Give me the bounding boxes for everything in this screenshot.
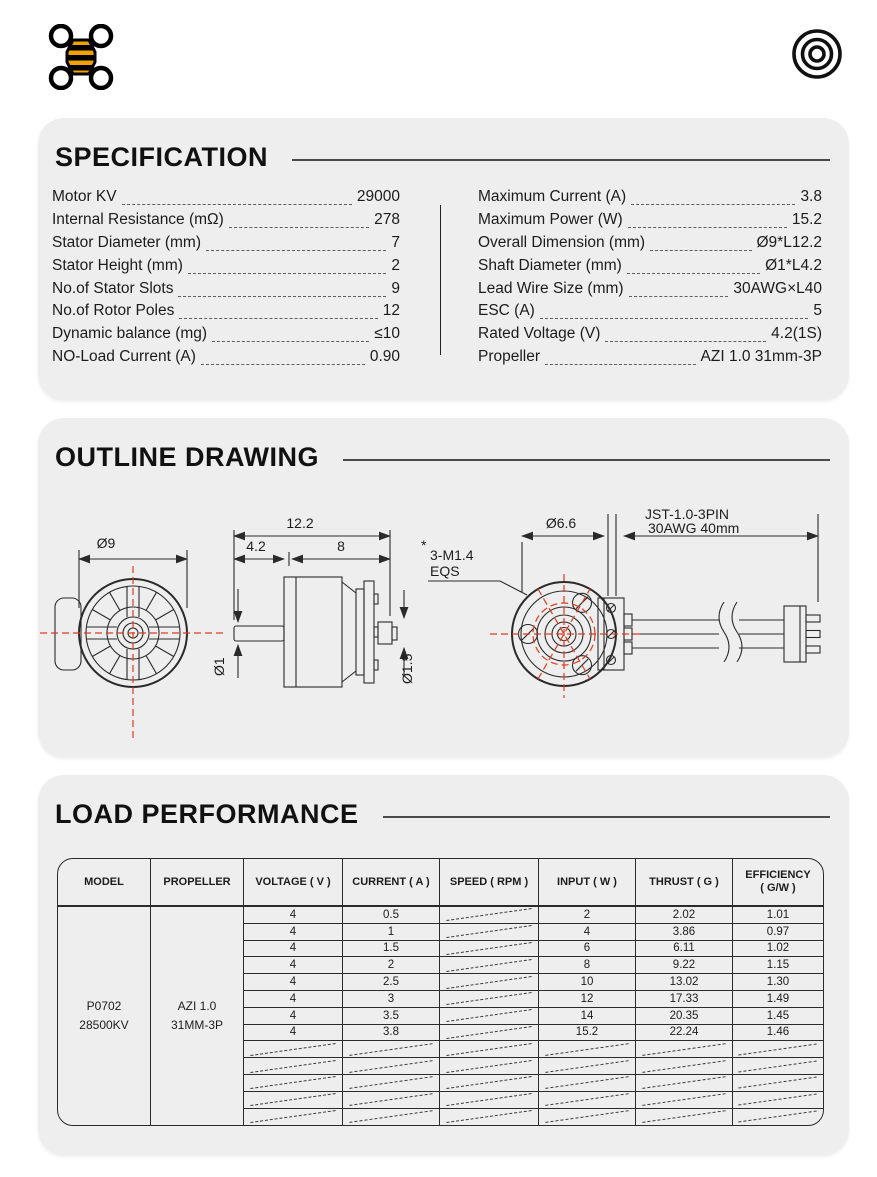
lp-cell-efficiency <box>733 1075 823 1092</box>
lp-model-cell <box>58 907 151 1125</box>
spec-label: NO-Load Current (A) <box>52 347 196 365</box>
spec-row-right-5 <box>478 300 822 323</box>
placeholder-dash <box>642 1093 726 1106</box>
lp-header-label: PROPELLER <box>163 875 231 888</box>
lp-cell-efficiency <box>733 1041 823 1058</box>
spec-value: AZI 1.0 31mm-3P <box>700 347 822 365</box>
rear-view <box>490 506 820 698</box>
lp-cell-input: 6 <box>539 941 636 958</box>
placeholder-dash <box>446 1043 532 1056</box>
lp-header-speed-rpm <box>440 859 539 907</box>
title-rule <box>383 816 831 818</box>
lp-propeller-cell <box>151 907 244 1125</box>
dotted-leader <box>605 332 766 342</box>
lp-cell-thrust <box>636 1109 733 1126</box>
placeholder-dash <box>642 1111 726 1124</box>
side-view <box>211 515 527 687</box>
spec-label: Stator Height (mm) <box>52 256 183 274</box>
spec-value: Ø1*L4.2 <box>765 256 822 274</box>
spec-value: 0.90 <box>369 347 400 365</box>
lp-cell-voltage: 4 <box>244 941 343 958</box>
spec-row-left-0 <box>52 186 400 209</box>
lp-cell-input <box>539 1109 636 1126</box>
placeholder-dash <box>250 1043 336 1056</box>
spec-value: 7 <box>391 233 400 251</box>
spec-row-right-2 <box>478 232 822 255</box>
lp-cell-efficiency <box>733 1058 823 1075</box>
load-performance-header <box>38 775 849 831</box>
placeholder-dash <box>446 1110 532 1123</box>
lp-cell-thrust: 20.35 <box>636 1008 733 1025</box>
lp-propeller-cell-line: 31MM-3P <box>170 1018 223 1033</box>
spec-row-left-1 <box>52 209 400 232</box>
outline-title: OUTLINE DRAWING <box>55 441 319 472</box>
lp-cell-speed <box>440 924 539 941</box>
spec-label: Motor KV <box>52 188 117 206</box>
lp-cell-voltage: 4 <box>244 957 343 974</box>
lp-cell-voltage: 4 <box>244 924 343 941</box>
spec-right-column <box>478 186 822 368</box>
placeholder-dash <box>545 1060 629 1073</box>
placeholder-dash <box>739 1077 818 1089</box>
spec-value: 2 <box>391 256 400 274</box>
outline-header <box>38 418 849 474</box>
lp-header-propeller <box>151 859 244 907</box>
lp-cell-current: 3.5 <box>343 1008 440 1025</box>
lp-cell-thrust <box>636 1041 733 1058</box>
lp-cell-voltage <box>244 1075 343 1092</box>
placeholder-dash <box>446 1009 532 1022</box>
spec-column-divider <box>440 205 441 355</box>
lp-cell-input: 10 <box>539 974 636 991</box>
dotted-leader <box>650 241 751 251</box>
spec-row-left-6 <box>52 323 400 346</box>
screw-note-star: * <box>421 537 427 553</box>
outline-drawing-section <box>38 418 849 757</box>
placeholder-dash <box>642 1076 726 1089</box>
lp-cell-current: 1.5 <box>343 941 440 958</box>
lp-propeller-cell-line: AZI 1.0 <box>177 999 217 1014</box>
lp-cell-input <box>539 1041 636 1058</box>
lp-cell-voltage <box>244 1041 343 1058</box>
lp-header-model <box>58 859 151 907</box>
placeholder-dash <box>250 1076 336 1089</box>
spec-label: Rated Voltage (V) <box>478 325 601 343</box>
lp-cell-voltage: 4 <box>244 1008 343 1025</box>
lp-header-label: SPEED ( RPM ) <box>449 875 529 888</box>
lp-cell-voltage <box>244 1109 343 1126</box>
placeholder-dash <box>446 1060 532 1073</box>
lp-cell-thrust: 2.02 <box>636 907 733 924</box>
lp-cell-voltage: 4 <box>244 907 343 924</box>
lp-cell-speed <box>440 1041 539 1058</box>
specification-section <box>38 118 849 400</box>
placeholder-dash <box>349 1060 433 1073</box>
lp-cell-speed <box>440 957 539 974</box>
spec-value: ≤10 <box>374 325 400 343</box>
lp-cell-speed <box>440 1058 539 1075</box>
spec-label: Maximum Power (W) <box>478 211 623 229</box>
connector-type-label: JST-1.0-3PIN <box>645 506 730 522</box>
lp-cell-efficiency <box>733 1092 823 1109</box>
lp-cell-speed <box>440 1008 539 1025</box>
lp-header-efficiency <box>733 859 823 907</box>
placeholder-dash <box>446 908 532 921</box>
load-performance-title: LOAD PERFORMANCE <box>55 798 359 829</box>
dotted-leader <box>629 287 729 297</box>
specification-title: SPECIFICATION <box>55 141 269 172</box>
lp-cell-thrust <box>636 1092 733 1109</box>
lp-cell-voltage: 4 <box>244 974 343 991</box>
spec-label: Lead Wire Size (mm) <box>478 279 624 297</box>
placeholder-dash <box>739 1043 818 1055</box>
lp-cell-thrust: 6.11 <box>636 941 733 958</box>
spec-label: No.of Stator Slots <box>52 279 174 297</box>
spec-row-right-4 <box>478 277 822 300</box>
lp-header-label: THRUST ( G ) <box>649 875 719 888</box>
specification-columns <box>52 186 822 368</box>
placeholder-dash <box>739 1111 818 1123</box>
dotted-leader <box>212 332 369 342</box>
spec-row-left-7 <box>52 346 400 369</box>
lp-cell-speed <box>440 1092 539 1109</box>
lp-cell-current <box>343 1058 440 1075</box>
spec-value: 5 <box>813 302 822 320</box>
lp-header-label: INPUT ( W ) <box>557 875 617 888</box>
placeholder-dash <box>250 1110 336 1123</box>
screw-note-line1: 3-M1.4 <box>430 547 474 563</box>
spec-row-left-4 <box>52 277 400 300</box>
dotted-leader <box>540 309 809 319</box>
lp-cell-efficiency: 1.02 <box>733 941 823 958</box>
lp-cell-thrust: 3.86 <box>636 924 733 941</box>
dotted-leader <box>188 264 386 274</box>
lp-cell-current: 3 <box>343 991 440 1008</box>
lp-cell-speed <box>440 974 539 991</box>
placeholder-dash <box>446 1026 532 1039</box>
lp-cell-voltage: 4 <box>244 991 343 1008</box>
lp-cell-input <box>539 1092 636 1109</box>
placeholder-dash <box>446 1093 532 1106</box>
lp-cell-voltage: 4 <box>244 1025 343 1042</box>
placeholder-dash <box>545 1043 629 1056</box>
dotted-leader <box>631 195 795 205</box>
outline-drawing <box>38 486 849 751</box>
front-view <box>40 535 226 741</box>
lp-cell-current: 0.5 <box>343 907 440 924</box>
dim-body-length: 8 <box>337 538 345 554</box>
placeholder-dash <box>250 1093 336 1106</box>
lp-header-label: VOLTAGE ( V ) <box>255 875 331 888</box>
title-rule <box>343 459 830 461</box>
lp-cell-thrust: 13.02 <box>636 974 733 991</box>
lp-cell-input: 8 <box>539 957 636 974</box>
load-performance-table <box>57 858 824 1126</box>
lp-cell-efficiency: 1.30 <box>733 974 823 991</box>
lp-cell-current: 1 <box>343 924 440 941</box>
placeholder-dash <box>349 1093 433 1106</box>
spec-value: 4.2(1S) <box>771 325 822 343</box>
placeholder-dash <box>446 992 532 1005</box>
dim-shaft-diameter: Ø1 <box>211 657 227 676</box>
lp-cell-efficiency: 1.45 <box>733 1008 823 1025</box>
lp-cell-efficiency: 1.01 <box>733 907 823 924</box>
dotted-leader <box>627 264 760 274</box>
dotted-leader <box>206 241 386 251</box>
lp-cell-speed <box>440 1025 539 1042</box>
spec-value: 15.2 <box>791 211 822 229</box>
dim-rear-shaft-diameter: Ø1.5 <box>399 653 415 684</box>
placeholder-dash <box>739 1094 818 1106</box>
spec-left-column <box>52 186 400 368</box>
placeholder-dash <box>446 942 532 955</box>
placeholder-dash <box>349 1076 433 1089</box>
placeholder-dash <box>349 1043 433 1056</box>
lp-cell-current <box>343 1041 440 1058</box>
screw-note-line2: EQS <box>430 563 460 579</box>
lp-cell-current <box>343 1109 440 1126</box>
lp-cell-efficiency: 1.49 <box>733 991 823 1008</box>
spec-label: Internal Resistance (mΩ) <box>52 211 224 229</box>
dim-rear-diameter: Ø6.6 <box>545 515 577 531</box>
lp-cell-speed <box>440 1075 539 1092</box>
load-performance-section <box>38 775 849 1155</box>
spec-value: 30AWG×L40 <box>733 279 822 297</box>
spec-value: 29000 <box>356 188 400 206</box>
lp-cell-efficiency: 0.97 <box>733 924 823 941</box>
placeholder-dash <box>446 925 532 938</box>
lp-cell-current <box>343 1092 440 1109</box>
lp-cell-current: 2.5 <box>343 974 440 991</box>
lp-header-sub: ( G/W ) <box>760 882 796 894</box>
placeholder-dash <box>545 1111 629 1124</box>
placeholder-dash <box>642 1043 726 1056</box>
lp-cell-speed <box>440 907 539 924</box>
placeholder-dash <box>446 1076 532 1089</box>
concentric-circles-icon <box>790 27 844 86</box>
spec-row-left-2 <box>52 232 400 255</box>
placeholder-dash <box>446 959 532 972</box>
lp-cell-current: 2 <box>343 957 440 974</box>
dotted-leader <box>628 218 787 228</box>
dim-total-length: 12.2 <box>286 515 314 531</box>
lp-cell-input: 15.2 <box>539 1025 636 1042</box>
lp-cell-thrust <box>636 1058 733 1075</box>
dim-front-shaft-length: 4.2 <box>246 538 266 554</box>
dotted-leader <box>229 218 369 228</box>
placeholder-dash <box>349 1111 433 1124</box>
placeholder-dash <box>545 1093 629 1106</box>
placeholder-dash <box>446 976 532 989</box>
spec-row-left-3 <box>52 254 400 277</box>
spec-label: ESC (A) <box>478 302 535 320</box>
lp-cell-speed <box>440 1109 539 1126</box>
spec-row-right-1 <box>478 209 822 232</box>
specification-header <box>38 118 849 174</box>
spec-row-right-6 <box>478 323 822 346</box>
lp-cell-speed <box>440 941 539 958</box>
lp-cell-voltage <box>244 1058 343 1075</box>
lp-cell-speed <box>440 991 539 1008</box>
placeholder-dash <box>739 1060 818 1072</box>
placeholder-dash <box>250 1060 336 1073</box>
dotted-leader <box>178 287 386 297</box>
spec-value: 12 <box>382 302 400 320</box>
dotted-leader <box>179 309 377 319</box>
lp-cell-input <box>539 1075 636 1092</box>
lp-cell-thrust: 9.22 <box>636 957 733 974</box>
lp-cell-thrust: 17.33 <box>636 991 733 1008</box>
dim-front-diameter: Ø9 <box>96 535 116 551</box>
lp-header-label: CURRENT ( A ) <box>352 875 430 888</box>
spec-value: 9 <box>391 279 400 297</box>
spec-label: Stator Diameter (mm) <box>52 233 201 251</box>
drone-bee-icon <box>45 24 117 95</box>
placeholder-dash <box>545 1076 629 1089</box>
spec-row-left-5 <box>52 300 400 323</box>
lp-header-voltage-v <box>244 859 343 907</box>
dotted-leader <box>201 355 365 365</box>
wire-spec-label: 30AWG 40mm <box>648 520 740 536</box>
lp-model-cell-line: P0702 <box>86 999 122 1014</box>
lp-cell-current: 3.8 <box>343 1025 440 1042</box>
dotted-leader <box>545 355 696 365</box>
lp-cell-input: 4 <box>539 924 636 941</box>
title-rule <box>292 159 830 161</box>
lp-cell-input: 2 <box>539 907 636 924</box>
spec-label: No.of Rotor Poles <box>52 302 175 320</box>
placeholder-dash <box>642 1060 726 1073</box>
spec-label: Propeller <box>478 347 541 365</box>
spec-value: 3.8 <box>800 188 822 206</box>
lp-header-label: MODEL <box>84 875 124 888</box>
lp-cell-current <box>343 1075 440 1092</box>
lp-cell-voltage <box>244 1092 343 1109</box>
lp-cell-efficiency <box>733 1109 823 1126</box>
lp-cell-efficiency: 1.46 <box>733 1025 823 1042</box>
spec-value: 278 <box>374 211 400 229</box>
spec-label: Dynamic balance (mg) <box>52 325 208 343</box>
lp-cell-input <box>539 1058 636 1075</box>
dotted-leader <box>122 195 352 205</box>
lp-cell-efficiency: 1.15 <box>733 957 823 974</box>
lp-header-thrust-g <box>636 859 733 907</box>
spec-label: Overall Dimension (mm) <box>478 233 646 251</box>
lp-cell-input: 14 <box>539 1008 636 1025</box>
spec-label: Shaft Diameter (mm) <box>478 256 622 274</box>
spec-row-right-7 <box>478 346 822 369</box>
spec-row-right-3 <box>478 254 822 277</box>
spec-label: Maximum Current (A) <box>478 188 627 206</box>
lp-cell-thrust <box>636 1075 733 1092</box>
spec-row-right-0 <box>478 186 822 209</box>
lp-model-cell-line: 28500KV <box>79 1018 129 1033</box>
lp-cell-thrust: 22.24 <box>636 1025 733 1042</box>
lp-header-input-w <box>539 859 636 907</box>
lp-cell-input: 12 <box>539 991 636 1008</box>
lp-header-current-a <box>343 859 440 907</box>
spec-value: Ø9*L12.2 <box>756 233 822 251</box>
lp-header-label: EFFICIENCY <box>745 869 811 881</box>
